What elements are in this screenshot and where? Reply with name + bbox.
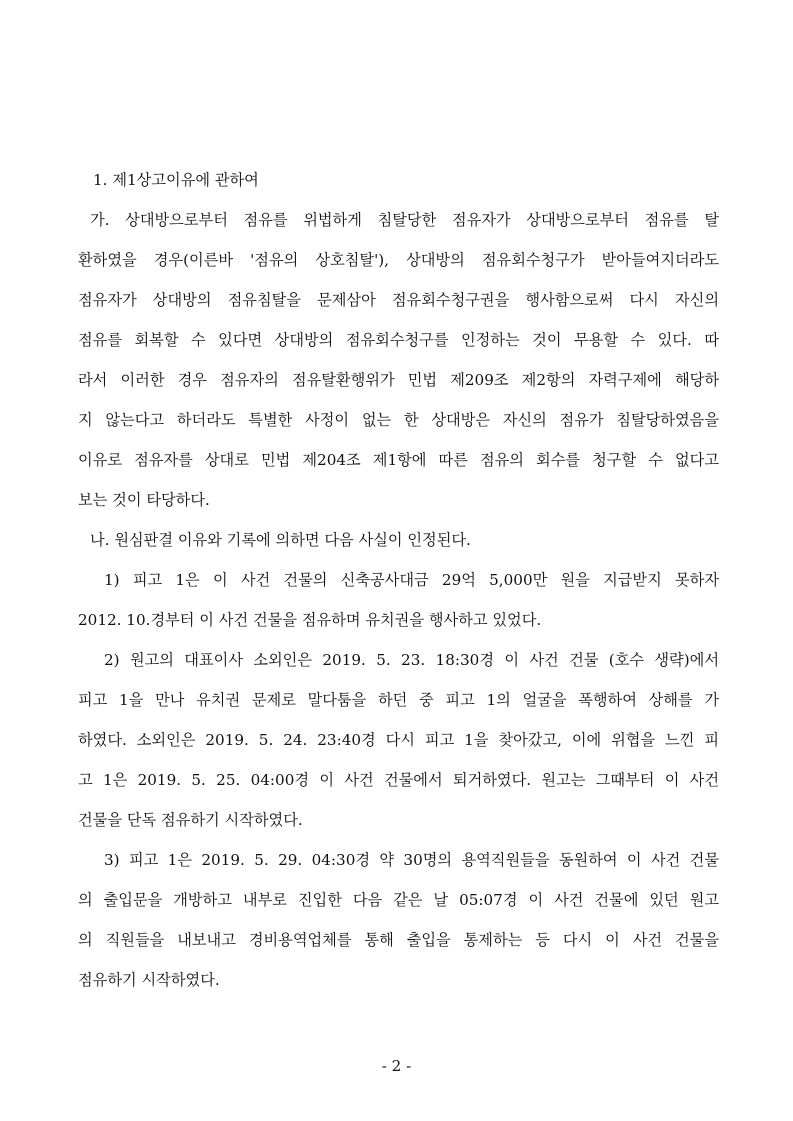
paragraph-line: 점유하기 시작하였다.: [78, 971, 220, 989]
paragraph-line: 가. 상대방으로부터 점유를 위법하게 침탈당한 점유자가 상대방으로부터 점유를 탈: [90, 211, 719, 229]
paragraph-line: 점유를 회복할 수 있다면 상대방의 점유회수청구를 인정하는 것이 무용할 수 있다. 따: [78, 331, 719, 349]
paragraph-line: 2012. 10.경부터 이 사건 건물을 점유하며 유치권을 행사하고 있었다.: [78, 611, 542, 629]
paragraph-line: 라서 이러한 경우 점유자의 점유탈환행위가 민법 제209조 제2항의 자력구제에 해당하: [78, 371, 719, 389]
paragraph-line: 1) 피고 1은 이 사건 건물의 신축공사대금 29억 5,000만 원을 지급받지 못하자: [104, 571, 719, 589]
page-number: - 2 -: [381, 1057, 412, 1075]
paragraph-line: 3) 피고 1은 2019. 5. 29. 04:30경 약 30명의 용역직원들을 동원하여 이 사건 건물: [104, 851, 719, 869]
paragraph-line: 피고 1을 만나 유치권 문제로 말다툼을 하던 중 피고 1의 얼굴을 폭행하여 상해를 가: [78, 691, 719, 709]
paragraph-line: 이유로 점유자를 상대로 민법 제204조 제1항에 따른 점유의 회수를 청구할 수 없다고: [78, 451, 719, 469]
paragraph-line: 2) 원고의 대표이사 소외인은 2019. 5. 23. 18:30경 이 사건 건물 (호수 생략)에서: [104, 651, 719, 669]
paragraph-line: 보는 것이 타당하다.: [78, 491, 210, 509]
paragraph-line: 의 직원들을 내보내고 경비용역업체를 통해 출입을 통제하는 등 다시 이 사건 건물을: [78, 931, 719, 949]
section-heading: 1. 제1상고이유에 관하여: [93, 171, 259, 189]
paragraph-line: 하였다. 소외인은 2019. 5. 24. 23:40경 다시 피고 1을 찾아갔고, 이에 위협을 느낀 피: [78, 731, 719, 749]
paragraph-line: 환하였을 경우(이른바 '점유의 상호침탈'), 상대방의 점유회수청구가 받아들여지더라도: [78, 251, 719, 269]
paragraph-line: 지 않는다고 하더라도 특별한 사정이 없는 한 상대방은 자신의 점유가 침탈당하였음을: [78, 411, 719, 429]
paragraph-line: 건물을 단독 점유하기 시작하였다.: [78, 811, 303, 829]
paragraph-line: 점유자가 상대방의 점유침탈을 문제삼아 점유회수청구권을 행사함으로써 다시 자신의: [78, 291, 719, 309]
paragraph-line: 의 출입문을 개방하고 내부로 진입한 다음 같은 날 05:07경 이 사건 건물에 있던 원고: [78, 891, 719, 909]
subsection-heading: 나. 원심판결 이유와 기록에 의하면 다음 사실이 인정된다.: [90, 531, 471, 549]
paragraph-line: 고 1은 2019. 5. 25. 04:00경 이 사건 건물에서 퇴거하였다. 원고는 그때부터 이 사건: [78, 771, 719, 789]
